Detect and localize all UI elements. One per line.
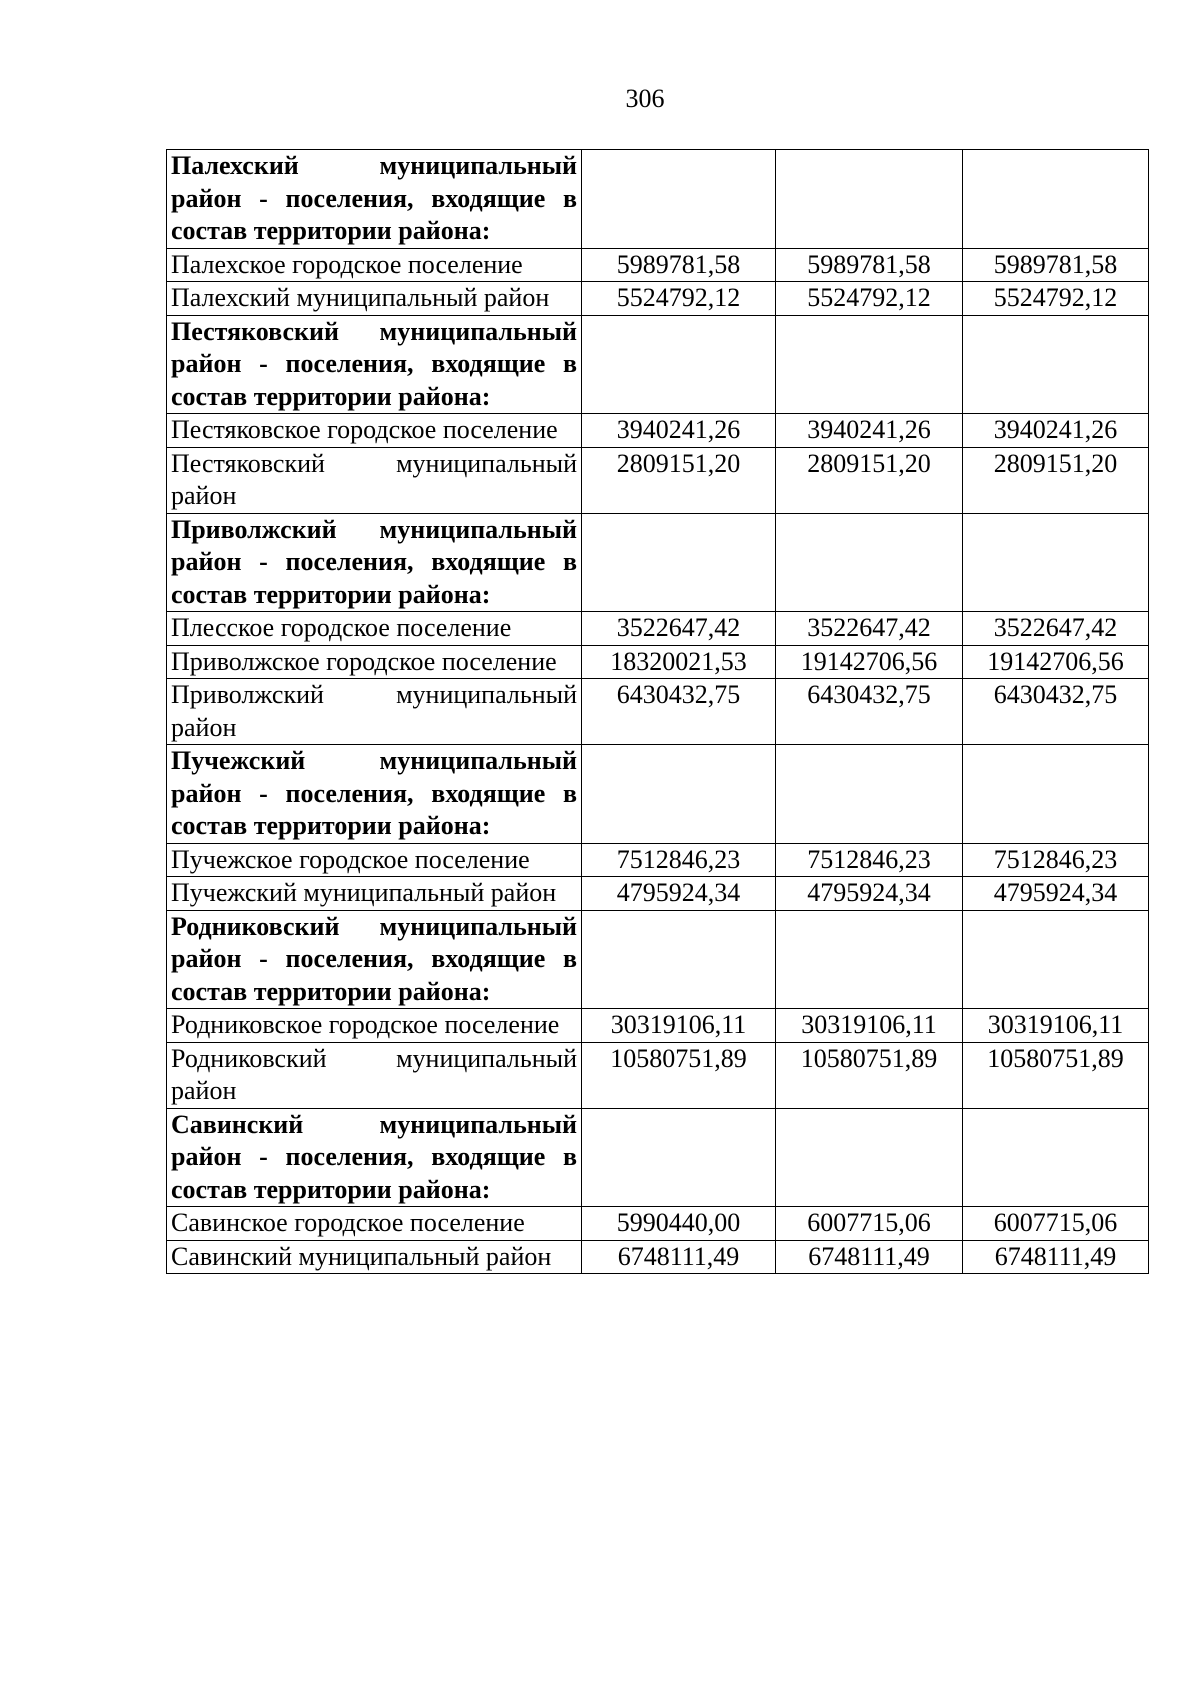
- value-cell-year-3: [963, 1108, 1149, 1207]
- settlement-name-cell: Палехский муниципальный район: [167, 282, 582, 316]
- table-row: [167, 645, 1149, 679]
- table-row: [167, 679, 1149, 745]
- value-cell-year-2: 6748111,49: [776, 1240, 963, 1274]
- value-cell-year-1: 4795924,34: [582, 877, 776, 911]
- table-row: [167, 447, 1149, 513]
- district-header-row: [167, 513, 1149, 612]
- budget-table: [166, 149, 1149, 1274]
- value-cell-year-3: 3940241,26: [963, 414, 1149, 448]
- settlement-name-cell: Приволжское городское поселение: [167, 645, 582, 679]
- value-cell-year-3: 7512846,23: [963, 843, 1149, 877]
- value-cell-year-3: 5989781,58: [963, 248, 1149, 282]
- table-body: [167, 150, 1149, 1274]
- value-cell-year-3: [963, 150, 1149, 249]
- settlement-name-cell: Пучежский муниципальный район: [167, 877, 582, 911]
- table-row: [167, 248, 1149, 282]
- value-cell-year-1: [582, 910, 776, 1009]
- table-row: [167, 1207, 1149, 1241]
- value-cell-year-2: 3522647,42: [776, 612, 963, 646]
- district-header-cell: Палехский муниципальный район - поселения, входящие в состав территории района:: [167, 150, 582, 249]
- value-cell-year-3: 10580751,89: [963, 1042, 1149, 1108]
- table-row: [167, 414, 1149, 448]
- district-header-row: [167, 1108, 1149, 1207]
- value-cell-year-1: 30319106,11: [582, 1009, 776, 1043]
- value-cell-year-2: 7512846,23: [776, 843, 963, 877]
- district-header-cell: Пестяковский муниципальный район - поселения, входящие в состав территории района:: [167, 315, 582, 414]
- value-cell-year-2: 5989781,58: [776, 248, 963, 282]
- value-cell-year-1: 6748111,49: [582, 1240, 776, 1274]
- value-cell-year-3: 30319106,11: [963, 1009, 1149, 1043]
- district-header-row: [167, 910, 1149, 1009]
- settlement-name-cell: Родниковский муниципальный район: [167, 1042, 582, 1108]
- district-header-row: [167, 745, 1149, 844]
- value-cell-year-2: 5524792,12: [776, 282, 963, 316]
- value-cell-year-1: 5990440,00: [582, 1207, 776, 1241]
- value-cell-year-3: 4795924,34: [963, 877, 1149, 911]
- value-cell-year-2: 4795924,34: [776, 877, 963, 911]
- value-cell-year-1: 2809151,20: [582, 447, 776, 513]
- value-cell-year-3: 5524792,12: [963, 282, 1149, 316]
- table-row: [167, 1240, 1149, 1274]
- table-row: [167, 612, 1149, 646]
- table-row: [167, 282, 1149, 316]
- settlement-name-cell: Приволжский муниципальный район: [167, 679, 582, 745]
- value-cell-year-1: 10580751,89: [582, 1042, 776, 1108]
- value-cell-year-2: [776, 745, 963, 844]
- table-row: [167, 877, 1149, 911]
- value-cell-year-2: [776, 513, 963, 612]
- value-cell-year-2: 30319106,11: [776, 1009, 963, 1043]
- value-cell-year-1: [582, 513, 776, 612]
- value-cell-year-1: [582, 315, 776, 414]
- value-cell-year-3: [963, 910, 1149, 1009]
- value-cell-year-1: 7512846,23: [582, 843, 776, 877]
- value-cell-year-3: 6748111,49: [963, 1240, 1149, 1274]
- value-cell-year-1: [582, 745, 776, 844]
- value-cell-year-2: [776, 1108, 963, 1207]
- value-cell-year-1: 5524792,12: [582, 282, 776, 316]
- value-cell-year-1: 18320021,53: [582, 645, 776, 679]
- value-cell-year-2: 19142706,56: [776, 645, 963, 679]
- district-header-cell: Приволжский муниципальный район - поселения, входящие в состав территории района:: [167, 513, 582, 612]
- value-cell-year-3: 6430432,75: [963, 679, 1149, 745]
- value-cell-year-2: 2809151,20: [776, 447, 963, 513]
- value-cell-year-1: 3522647,42: [582, 612, 776, 646]
- settlement-name-cell: Пестяковский муниципальный район: [167, 447, 582, 513]
- value-cell-year-2: 6430432,75: [776, 679, 963, 745]
- table-row: [167, 843, 1149, 877]
- value-cell-year-1: 5989781,58: [582, 248, 776, 282]
- settlement-name-cell: Родниковское городское поселение: [167, 1009, 582, 1043]
- value-cell-year-1: 3940241,26: [582, 414, 776, 448]
- district-header-cell: Савинский муниципальный район - поселения, входящие в состав территории района:: [167, 1108, 582, 1207]
- district-header-cell: Родниковский муниципальный район - поселения, входящие в состав территории района:: [167, 910, 582, 1009]
- district-header-row: [167, 315, 1149, 414]
- district-header-row: [167, 150, 1149, 249]
- settlement-name-cell: Савинский муниципальный район: [167, 1240, 582, 1274]
- value-cell-year-2: [776, 315, 963, 414]
- value-cell-year-3: 2809151,20: [963, 447, 1149, 513]
- value-cell-year-2: 10580751,89: [776, 1042, 963, 1108]
- value-cell-year-3: 6007715,06: [963, 1207, 1149, 1241]
- value-cell-year-2: 3940241,26: [776, 414, 963, 448]
- value-cell-year-3: 3522647,42: [963, 612, 1149, 646]
- value-cell-year-2: 6007715,06: [776, 1207, 963, 1241]
- value-cell-year-1: 6430432,75: [582, 679, 776, 745]
- settlement-name-cell: Плесское городское поселение: [167, 612, 582, 646]
- page-number: 306: [625, 84, 665, 113]
- settlement-name-cell: Пучежское городское поселение: [167, 843, 582, 877]
- value-cell-year-1: [582, 150, 776, 249]
- district-header-cell: Пучежский муниципальный район - поселения, входящие в состав территории района:: [167, 745, 582, 844]
- settlement-name-cell: Палехское городское поселение: [167, 248, 582, 282]
- value-cell-year-2: [776, 910, 963, 1009]
- value-cell-year-3: [963, 315, 1149, 414]
- settlement-name-cell: Пестяковское городское поселение: [167, 414, 582, 448]
- settlement-name-cell: Савинское городское поселение: [167, 1207, 582, 1241]
- value-cell-year-3: [963, 745, 1149, 844]
- table-row: [167, 1009, 1149, 1043]
- value-cell-year-1: [582, 1108, 776, 1207]
- value-cell-year-2: [776, 150, 963, 249]
- value-cell-year-3: [963, 513, 1149, 612]
- table-row: [167, 1042, 1149, 1108]
- value-cell-year-3: 19142706,56: [963, 645, 1149, 679]
